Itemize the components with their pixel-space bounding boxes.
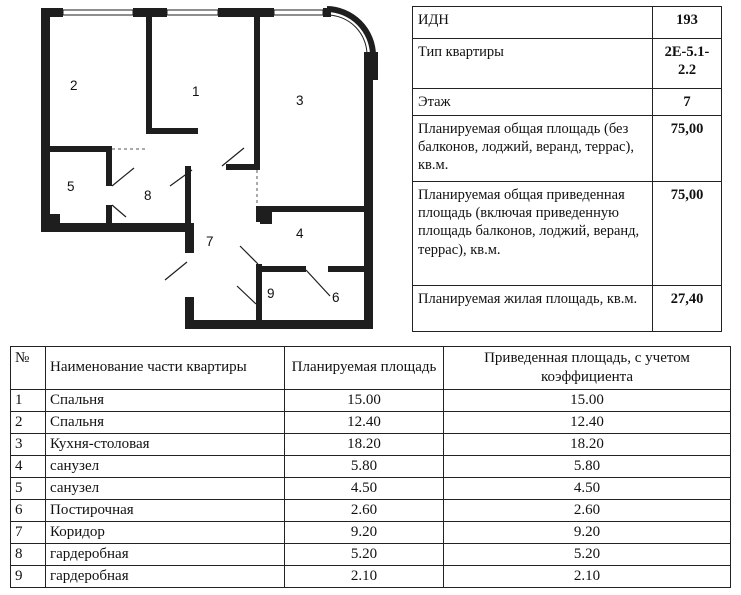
info-value: 27,40 <box>653 286 722 332</box>
door-leaf <box>112 205 126 217</box>
wall <box>146 14 152 134</box>
table-row <box>11 455 731 477</box>
window <box>274 10 323 15</box>
room-num: 5 <box>11 477 46 499</box>
door-leaf <box>240 246 258 264</box>
wall <box>364 52 378 80</box>
room-area: 15.00 <box>285 389 444 411</box>
info-label: ИДН <box>413 7 653 39</box>
wall <box>185 223 194 253</box>
info-label: Планируемая общая площадь (без балконов, лоджий, веранд, террас), кв.м. <box>413 116 653 182</box>
room-label-1: 1 <box>192 84 200 99</box>
apartment-info-table <box>412 6 722 332</box>
room-label-6: 6 <box>332 290 340 305</box>
door-leaf <box>306 270 330 296</box>
niche <box>260 212 272 224</box>
info-row <box>413 7 722 39</box>
room-reduced-area: 12.40 <box>444 411 731 433</box>
info-value: 193 <box>653 7 722 39</box>
wall <box>148 128 198 134</box>
room-area: 5.20 <box>285 543 444 565</box>
room-reduced-area: 4.50 <box>444 477 731 499</box>
wall <box>41 8 63 17</box>
door-leaf <box>165 262 187 280</box>
room-area: 9.20 <box>285 521 444 543</box>
info-value: 75,00 <box>653 182 722 286</box>
info-value: 7 <box>653 89 722 116</box>
wall <box>106 205 112 227</box>
room-area: 2.60 <box>285 499 444 521</box>
room-label-8: 8 <box>144 188 152 203</box>
header-name: Наименование части квартиры <box>46 347 285 390</box>
room-area: 2.10 <box>285 565 444 587</box>
table-row <box>11 389 731 411</box>
room-name: Спальня <box>46 389 285 411</box>
room-area: 18.20 <box>285 433 444 455</box>
header-reduced: Приведенная площадь, с учетом коэффициента <box>444 347 731 390</box>
rooms-table <box>10 346 731 588</box>
room-label-5: 5 <box>67 179 75 194</box>
table-row <box>11 565 731 587</box>
room-name: гардеробная <box>46 565 285 587</box>
door-leaf <box>237 286 256 304</box>
info-value: 2Е-5.1-2.2 <box>653 39 722 89</box>
wall <box>364 80 373 329</box>
room-num: 7 <box>11 521 46 543</box>
room-name: Кухня-столовая <box>46 433 285 455</box>
room-num: 2 <box>11 411 46 433</box>
room-label-3: 3 <box>296 93 304 108</box>
wall <box>328 266 366 272</box>
header-num: № <box>11 347 46 390</box>
rooms-header-row <box>11 347 731 390</box>
room-label-4: 4 <box>296 226 304 241</box>
door-leaf <box>222 148 244 166</box>
info-row <box>413 89 722 116</box>
room-reduced-area: 18.20 <box>444 433 731 455</box>
wall <box>256 266 306 272</box>
info-row <box>413 116 722 182</box>
room-num: 6 <box>11 499 46 521</box>
room-name: гардеробная <box>46 543 285 565</box>
room-label-9: 9 <box>267 286 275 301</box>
table-row <box>11 543 731 565</box>
info-row <box>413 39 722 89</box>
room-reduced-area: 5.80 <box>444 455 731 477</box>
room-num: 3 <box>11 433 46 455</box>
wall <box>185 320 372 329</box>
info-row <box>413 182 722 286</box>
info-value: 75,00 <box>653 116 722 182</box>
wall <box>226 164 260 170</box>
room-reduced-area: 9.20 <box>444 521 731 543</box>
room-num: 9 <box>11 565 46 587</box>
room-num: 8 <box>11 543 46 565</box>
niche <box>50 214 60 225</box>
room-num: 4 <box>11 455 46 477</box>
room-reduced-area: 15.00 <box>444 389 731 411</box>
wall <box>218 8 274 17</box>
room-reduced-area: 5.20 <box>444 543 731 565</box>
table-row <box>11 521 731 543</box>
room-label-2: 2 <box>70 78 78 93</box>
wall <box>256 206 367 212</box>
room-label-7: 7 <box>206 234 214 249</box>
window <box>167 10 218 15</box>
info-row <box>413 286 722 332</box>
info-label: Этаж <box>413 89 653 116</box>
room-name: санузел <box>46 455 285 477</box>
door-leaf <box>112 168 134 186</box>
header-area: Планируемая площадь <box>285 347 444 390</box>
room-name: Постирочная <box>46 499 285 521</box>
room-area: 4.50 <box>285 477 444 499</box>
room-area: 12.40 <box>285 411 444 433</box>
wall <box>106 146 112 186</box>
room-reduced-area: 2.60 <box>444 499 731 521</box>
room-name: санузел <box>46 477 285 499</box>
wall <box>41 8 50 232</box>
wall <box>254 14 260 169</box>
table-row <box>11 477 731 499</box>
info-label: Планируемая жилая площадь, кв.м. <box>413 286 653 332</box>
wall <box>44 146 109 152</box>
wall <box>41 223 191 232</box>
floor-plan <box>30 0 390 335</box>
window <box>63 10 133 15</box>
table-row <box>11 433 731 455</box>
room-num: 1 <box>11 389 46 411</box>
table-row <box>11 411 731 433</box>
room-name: Спальня <box>46 411 285 433</box>
room-name: Коридор <box>46 521 285 543</box>
info-label: Планируемая общая приведенная площадь (включая приведенную площадь балконов, лоджий, веранд, террас), кв.м. <box>413 182 653 286</box>
room-area: 5.80 <box>285 455 444 477</box>
table-row <box>11 499 731 521</box>
wall <box>256 264 262 326</box>
info-label: Тип квартиры <box>413 39 653 89</box>
room-reduced-area: 2.10 <box>444 565 731 587</box>
